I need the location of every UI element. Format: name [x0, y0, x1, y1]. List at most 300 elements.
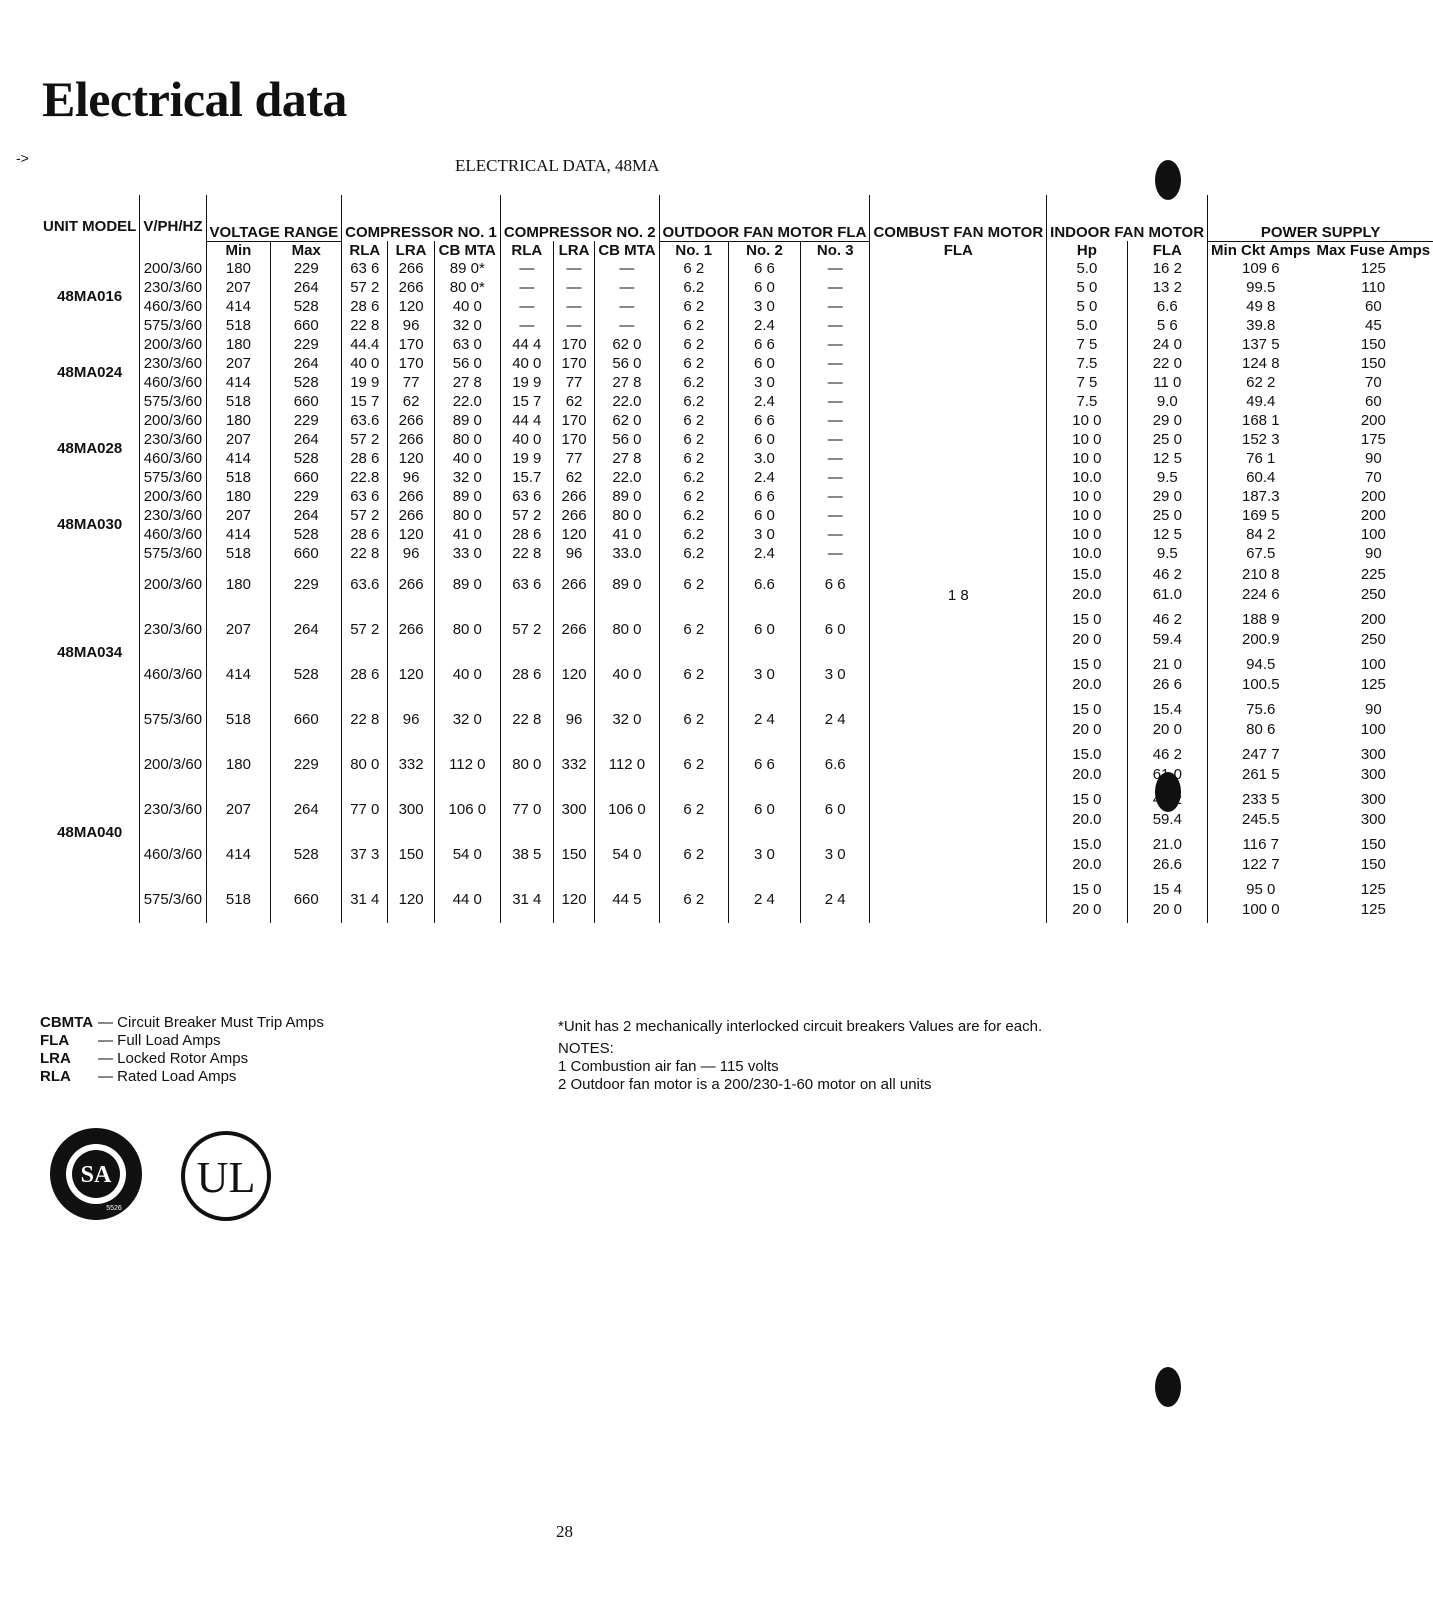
indoor-hp-cell [1047, 411, 1127, 430]
indoor-fla-cell [1127, 487, 1207, 506]
table-row [40, 525, 1433, 544]
indoor-hp: 10 0 [1072, 487, 1102, 505]
comp1-rla: 40 0 [342, 354, 388, 373]
indoor-fla-cell [1127, 563, 1207, 608]
min-ckt-amps-cell [1208, 449, 1314, 468]
min-ckt-amps-cell [1208, 487, 1314, 506]
legend-text: — Circuit Breaker Must Trip Amps [98, 1014, 324, 1031]
indoor-hp: 20.0 [1072, 811, 1102, 828]
comp2-cbmta: 54 0 [595, 833, 659, 878]
min-ckt-amps-cell [1208, 335, 1314, 354]
min-ckt-amps: 245.5 [1242, 811, 1280, 828]
comp2-rla: 28 6 [500, 653, 553, 698]
indoor-fla-cell [1127, 506, 1207, 525]
indoor-fla: 59.4 [1152, 811, 1182, 828]
fan-no3: — [800, 449, 869, 468]
min-ckt-amps: 124 8 [1242, 354, 1280, 372]
max-fuse-amps-cell [1314, 544, 1433, 563]
note-item: 2 Outdoor fan motor is a 200/230-1-60 motor on all units [558, 1076, 932, 1093]
min-ckt-amps: 39.8 [1246, 316, 1276, 334]
table-row [40, 335, 1433, 354]
voltage-max: 660 [271, 392, 342, 411]
max-fuse-amps-cell [1314, 487, 1433, 506]
indoor-fla: 13 2 [1152, 278, 1182, 296]
ul-logo [178, 1128, 274, 1224]
max-fuse-amps: 200 [1360, 611, 1386, 628]
fan-no3: — [800, 487, 869, 506]
table-title: ELECTRICAL DATA, 48MA [455, 156, 660, 175]
comp1-rla: 57 2 [342, 430, 388, 449]
header-combust-fan: COMBUST FAN MOTOR [870, 195, 1047, 241]
vphhz: 200/3/60 [140, 743, 206, 788]
fan-no2: 6 6 [729, 259, 801, 278]
comp1-lra: 96 [388, 316, 434, 335]
indoor-fla: 59.4 [1152, 631, 1182, 648]
comp2-cbmta: 89 0 [595, 563, 659, 608]
comp2-cbmta: 62 0 [595, 411, 659, 430]
fan-no2: 6 0 [729, 354, 801, 373]
table-body [40, 259, 1433, 923]
indoor-fla-cell [1127, 468, 1207, 487]
indoor-hp-cell [1047, 608, 1127, 653]
indoor-fla-cell [1127, 743, 1207, 788]
fan-no2: 3.0 [729, 449, 801, 468]
comp1-lra: 96 [388, 468, 434, 487]
voltage-max: 264 [271, 278, 342, 297]
comp1-cbmta: 63 0 [434, 335, 500, 354]
indoor-hp: 10.0 [1072, 468, 1102, 486]
indoor-fla: 12 5 [1152, 449, 1182, 467]
max-fuse-amps: 150 [1360, 354, 1386, 372]
min-ckt-amps: 168 1 [1242, 411, 1280, 429]
indoor-hp-cell [1047, 354, 1127, 373]
header-lra-1: LRA [388, 241, 434, 259]
min-ckt-amps: 200.9 [1242, 631, 1280, 648]
vphhz: 575/3/60 [140, 878, 206, 923]
indoor-fla-cell [1127, 878, 1207, 923]
fan-no2: 6 6 [729, 487, 801, 506]
vphhz: 200/3/60 [140, 563, 206, 608]
unit-model: 48MA028 [57, 440, 123, 457]
indoor-fla-cell [1127, 354, 1207, 373]
indoor-hp-cell [1047, 653, 1127, 698]
comp2-lra: 300 [553, 788, 595, 833]
fan-no1: 6 2 [659, 354, 728, 373]
comp2-lra: 170 [553, 335, 595, 354]
max-fuse-amps-cell [1314, 698, 1433, 743]
voltage-min: 207 [206, 608, 271, 653]
header-voltage-min: Min [206, 241, 271, 259]
vphhz: 230/3/60 [140, 278, 206, 297]
table-row [40, 653, 1433, 698]
comp2-cbmta: 56 0 [595, 354, 659, 373]
max-fuse-amps-cell [1314, 788, 1433, 833]
fan-no2: 2 4 [729, 878, 801, 923]
comp2-lra: 77 [553, 449, 595, 468]
comp1-rla: 31 4 [342, 878, 388, 923]
comp1-lra: 266 [388, 487, 434, 506]
voltage-max: 229 [271, 487, 342, 506]
fan-no2: 6 6 [729, 743, 801, 788]
max-fuse-amps-cell [1314, 878, 1433, 923]
min-ckt-amps-cell [1208, 259, 1314, 278]
note-item: 1 Combustion air fan — 115 volts [558, 1058, 779, 1075]
comp2-rla: 63 6 [500, 563, 553, 608]
comp2-lra: 266 [553, 563, 595, 608]
header-power-supply: POWER SUPPLY [1208, 195, 1433, 241]
min-ckt-amps: 187.3 [1242, 487, 1280, 505]
voltage-max: 528 [271, 297, 342, 316]
voltage-min: 414 [206, 373, 271, 392]
header-vphhz: V/PH/HZ [140, 195, 206, 259]
table-row [40, 563, 1433, 608]
fan-no2: 3 0 [729, 373, 801, 392]
comp2-lra: 266 [553, 506, 595, 525]
table-row [40, 392, 1433, 411]
electrical-data-table [40, 195, 1433, 923]
indoor-fla: 46 2 [1152, 611, 1182, 628]
min-ckt-amps: 76 1 [1246, 449, 1276, 467]
indoor-fla: 6.6 [1156, 297, 1178, 315]
comp1-cbmta: 40 0 [434, 449, 500, 468]
min-ckt-amps: 137 5 [1242, 335, 1280, 353]
comp2-cbmta: 80 0 [595, 506, 659, 525]
max-fuse-amps-cell [1314, 354, 1433, 373]
fan-no3: — [800, 430, 869, 449]
min-ckt-amps: 116 7 [1242, 836, 1279, 853]
vphhz: 460/3/60 [140, 525, 206, 544]
table-row [40, 259, 1433, 278]
voltage-max: 528 [271, 525, 342, 544]
max-fuse-amps-cell [1314, 608, 1433, 653]
indoor-hp: 5.0 [1076, 316, 1098, 334]
unit-model: 48MA016 [57, 288, 123, 305]
max-fuse-amps: 100 [1360, 721, 1386, 738]
voltage-min: 518 [206, 392, 271, 411]
min-ckt-amps: 152 3 [1242, 430, 1280, 448]
min-ckt-amps: 188 9 [1242, 611, 1280, 628]
indoor-hp: 5.0 [1076, 259, 1098, 277]
indoor-hp-cell [1047, 788, 1127, 833]
indoor-fla: 21.0 [1152, 836, 1182, 853]
comp1-lra: 120 [388, 653, 434, 698]
max-fuse-amps-cell [1314, 449, 1433, 468]
max-fuse-amps-cell [1314, 297, 1433, 316]
comp1-rla: 15 7 [342, 392, 388, 411]
fan-no1: 6.2 [659, 468, 728, 487]
comp1-cbmta: 41 0 [434, 525, 500, 544]
voltage-max: 229 [271, 335, 342, 354]
fan-no3: — [800, 335, 869, 354]
fan-no3: 6 0 [800, 608, 869, 653]
max-fuse-amps: 300 [1360, 766, 1386, 783]
unit-model: 48MA030 [57, 516, 123, 533]
comp2-cbmta: 89 0 [595, 487, 659, 506]
min-ckt-amps: 62 2 [1246, 373, 1276, 391]
comp1-rla: 22 8 [342, 316, 388, 335]
comp1-cbmta: 112 0 [434, 743, 500, 788]
indoor-hp-cell [1047, 430, 1127, 449]
voltage-min: 414 [206, 653, 271, 698]
min-ckt-amps: 109 6 [1242, 259, 1280, 277]
page-number: 28 [556, 1522, 573, 1541]
indoor-fla-cell [1127, 335, 1207, 354]
header-unit-model: UNIT MODEL [43, 218, 137, 236]
comp1-cbmta: 80 0 [434, 608, 500, 653]
fan-no1: 6 2 [659, 297, 728, 316]
fan-no2: 2.4 [729, 544, 801, 563]
indoor-fla-cell [1127, 544, 1207, 563]
comp2-rla: 19 9 [500, 449, 553, 468]
max-fuse-amps: 90 [1364, 544, 1382, 562]
comp1-cbmta: 40 0 [434, 653, 500, 698]
comp2-lra: — [553, 259, 595, 278]
indoor-hp-cell [1047, 373, 1127, 392]
voltage-max: 660 [271, 544, 342, 563]
comp1-rla: 63 6 [342, 259, 388, 278]
header-voltage-range: VOLTAGE RANGE [206, 195, 342, 241]
indoor-fla: 61 0 [1152, 766, 1182, 783]
fan-no1: 6 2 [659, 316, 728, 335]
indoor-fla: 22 0 [1152, 354, 1182, 372]
min-ckt-amps-cell [1208, 608, 1314, 653]
indoor-fla-cell [1127, 788, 1207, 833]
comp1-rla: 44.4 [342, 335, 388, 354]
binder-hole [1155, 1367, 1181, 1407]
comp1-rla: 37 3 [342, 833, 388, 878]
legend-text: — Full Load Amps [98, 1032, 221, 1049]
indoor-hp-cell [1047, 259, 1127, 278]
comp1-cbmta: 80 0 [434, 430, 500, 449]
comp2-cbmta: 41 0 [595, 525, 659, 544]
csa-logo-number: 5526 [106, 1205, 122, 1212]
min-ckt-amps-cell [1208, 411, 1314, 430]
fan-no3: — [800, 259, 869, 278]
comp2-rla: 57 2 [500, 506, 553, 525]
voltage-max: 528 [271, 449, 342, 468]
voltage-max: 660 [271, 878, 342, 923]
fan-no1: 6.2 [659, 525, 728, 544]
indoor-fla: 25 0 [1152, 430, 1182, 448]
min-ckt-amps-cell [1208, 743, 1314, 788]
fan-no2: 6 0 [729, 430, 801, 449]
min-ckt-amps: 210 8 [1242, 566, 1280, 583]
comp2-cbmta: — [595, 297, 659, 316]
fan-no1: 6 2 [659, 833, 728, 878]
voltage-min: 207 [206, 430, 271, 449]
voltage-min: 414 [206, 525, 271, 544]
comp2-lra: 170 [553, 430, 595, 449]
indoor-fla-cell [1127, 411, 1207, 430]
comp2-lra: 266 [553, 487, 595, 506]
table-row [40, 468, 1433, 487]
comp1-cbmta: 106 0 [434, 788, 500, 833]
comp1-lra: 120 [388, 297, 434, 316]
comp2-lra: 266 [553, 608, 595, 653]
indoor-hp: 20.0 [1072, 856, 1102, 873]
header-lra-2: LRA [553, 241, 595, 259]
table-row [40, 544, 1433, 563]
header-rla-2: RLA [500, 241, 553, 259]
comp1-lra: 150 [388, 833, 434, 878]
max-fuse-amps-cell [1314, 259, 1433, 278]
indoor-hp: 20.0 [1072, 586, 1102, 603]
min-ckt-amps-cell [1208, 833, 1314, 878]
max-fuse-amps: 300 [1360, 811, 1386, 828]
min-ckt-amps: 122 7 [1242, 856, 1280, 873]
voltage-min: 518 [206, 468, 271, 487]
table-row [40, 833, 1433, 878]
unit-model: 48MA034 [57, 643, 123, 661]
fan-no1: 6 2 [659, 743, 728, 788]
vphhz: 575/3/60 [140, 698, 206, 743]
vphhz: 230/3/60 [140, 608, 206, 653]
max-fuse-amps-cell [1314, 373, 1433, 392]
voltage-min: 180 [206, 335, 271, 354]
min-ckt-amps-cell [1208, 525, 1314, 544]
fan-no1: 6 2 [659, 449, 728, 468]
min-ckt-amps-cell [1208, 698, 1314, 743]
comp2-rla: 77 0 [500, 788, 553, 833]
max-fuse-amps: 110 [1361, 278, 1386, 296]
comp1-rla: 63.6 [342, 411, 388, 430]
min-ckt-amps-cell [1208, 316, 1314, 335]
comp2-rla: 15.7 [500, 468, 553, 487]
voltage-min: 180 [206, 259, 271, 278]
max-fuse-amps: 300 [1360, 791, 1386, 808]
comp2-rla: 40 0 [500, 430, 553, 449]
max-fuse-amps: 125 [1360, 676, 1386, 693]
comp2-lra: 62 [553, 468, 595, 487]
max-fuse-amps-cell [1314, 833, 1433, 878]
comp2-lra: 120 [553, 525, 595, 544]
indoor-hp: 15 0 [1072, 611, 1102, 628]
notes-block [558, 1018, 1042, 1094]
comp2-cbmta: 44 5 [595, 878, 659, 923]
voltage-min: 518 [206, 698, 271, 743]
indoor-hp: 5 0 [1076, 297, 1098, 315]
fan-no3: — [800, 392, 869, 411]
indoor-hp-cell [1047, 297, 1127, 316]
table-row [40, 506, 1433, 525]
min-ckt-amps: 99.5 [1246, 278, 1276, 296]
fan-no1: 6 2 [659, 608, 728, 653]
comp1-lra: 120 [388, 525, 434, 544]
fan-no1: 6.2 [659, 392, 728, 411]
indoor-hp-cell [1047, 335, 1127, 354]
max-fuse-amps-cell [1314, 506, 1433, 525]
comp1-rla: 28 6 [342, 653, 388, 698]
comp2-cbmta: — [595, 259, 659, 278]
voltage-min: 180 [206, 487, 271, 506]
indoor-fla: 46 2 [1152, 566, 1182, 583]
vphhz: 460/3/60 [140, 297, 206, 316]
fan-no1: 6 2 [659, 411, 728, 430]
vphhz: 460/3/60 [140, 449, 206, 468]
voltage-max: 229 [271, 259, 342, 278]
indoor-fla-cell [1127, 833, 1207, 878]
comp2-rla: 57 2 [500, 608, 553, 653]
min-ckt-amps-cell [1208, 468, 1314, 487]
max-fuse-amps-cell [1314, 743, 1433, 788]
comp2-rla: 63 6 [500, 487, 553, 506]
comp1-lra: 332 [388, 743, 434, 788]
vphhz: 230/3/60 [140, 506, 206, 525]
comp2-rla: 31 4 [500, 878, 553, 923]
max-fuse-amps: 100 [1360, 525, 1386, 543]
min-ckt-amps: 67.5 [1246, 544, 1276, 562]
fan-no2: 2.4 [729, 468, 801, 487]
min-ckt-amps-cell [1208, 788, 1314, 833]
comp1-cbmta: 80 0 [434, 506, 500, 525]
indoor-fla: 24 0 [1152, 335, 1182, 353]
header-rla-1: RLA [342, 241, 388, 259]
max-fuse-amps: 90 [1364, 449, 1382, 467]
comp1-cbmta: 27 8 [434, 373, 500, 392]
indoor-hp-cell [1047, 743, 1127, 788]
indoor-hp: 15.0 [1072, 836, 1102, 853]
voltage-max: 528 [271, 653, 342, 698]
comp1-rla: 57 2 [342, 506, 388, 525]
header-fan-no2: No. 2 [729, 241, 801, 259]
indoor-fla-cell [1127, 653, 1207, 698]
max-fuse-amps-cell [1314, 525, 1433, 544]
fan-no3: 3 0 [800, 653, 869, 698]
comp2-rla: 22 8 [500, 698, 553, 743]
comp1-cbmta: 32 0 [434, 316, 500, 335]
unit-model: 48MA024 [57, 364, 123, 381]
header-indoor-fan: INDOOR FAN MOTOR [1047, 195, 1208, 241]
header-cbmta-1: CB MTA [434, 241, 500, 259]
voltage-max: 264 [271, 506, 342, 525]
min-ckt-amps: 100 0 [1242, 901, 1280, 918]
min-ckt-amps: 261 5 [1242, 766, 1280, 783]
comp2-lra: 120 [553, 653, 595, 698]
comp2-cbmta: 62 0 [595, 335, 659, 354]
table-row [40, 316, 1433, 335]
min-ckt-amps-cell [1208, 878, 1314, 923]
indoor-hp-cell [1047, 278, 1127, 297]
comp2-rla: 22 8 [500, 544, 553, 563]
vphhz: 230/3/60 [140, 788, 206, 833]
voltage-max: 264 [271, 354, 342, 373]
fan-no3: — [800, 544, 869, 563]
asterisk-note: *Unit has 2 mechanically interlocked circuit breakers Values are for each. [558, 1018, 1043, 1035]
min-ckt-amps-cell [1208, 653, 1314, 698]
fan-no1: 6.2 [659, 278, 728, 297]
combust-fan-fla: 1 8 [947, 586, 969, 604]
comp1-rla: 19 9 [342, 373, 388, 392]
voltage-min: 180 [206, 743, 271, 788]
min-ckt-amps: 95 0 [1246, 881, 1276, 898]
vphhz: 575/3/60 [140, 544, 206, 563]
indoor-fla: 26.6 [1152, 856, 1182, 873]
max-fuse-amps-cell [1314, 335, 1433, 354]
min-ckt-amps-cell [1208, 297, 1314, 316]
comp2-lra: — [553, 316, 595, 335]
comp2-cbmta: 56 0 [595, 430, 659, 449]
vphhz: 460/3/60 [140, 653, 206, 698]
comp1-cbmta: 80 0* [434, 278, 500, 297]
abbreviation-legend [40, 1014, 324, 1086]
legend-item [40, 1014, 324, 1032]
voltage-min: 518 [206, 544, 271, 563]
comp2-lra: 96 [553, 544, 595, 563]
indoor-fla: 25 0 [1152, 506, 1182, 524]
indoor-hp-cell [1047, 316, 1127, 335]
table-row [40, 354, 1433, 373]
comp1-lra: 300 [388, 788, 434, 833]
